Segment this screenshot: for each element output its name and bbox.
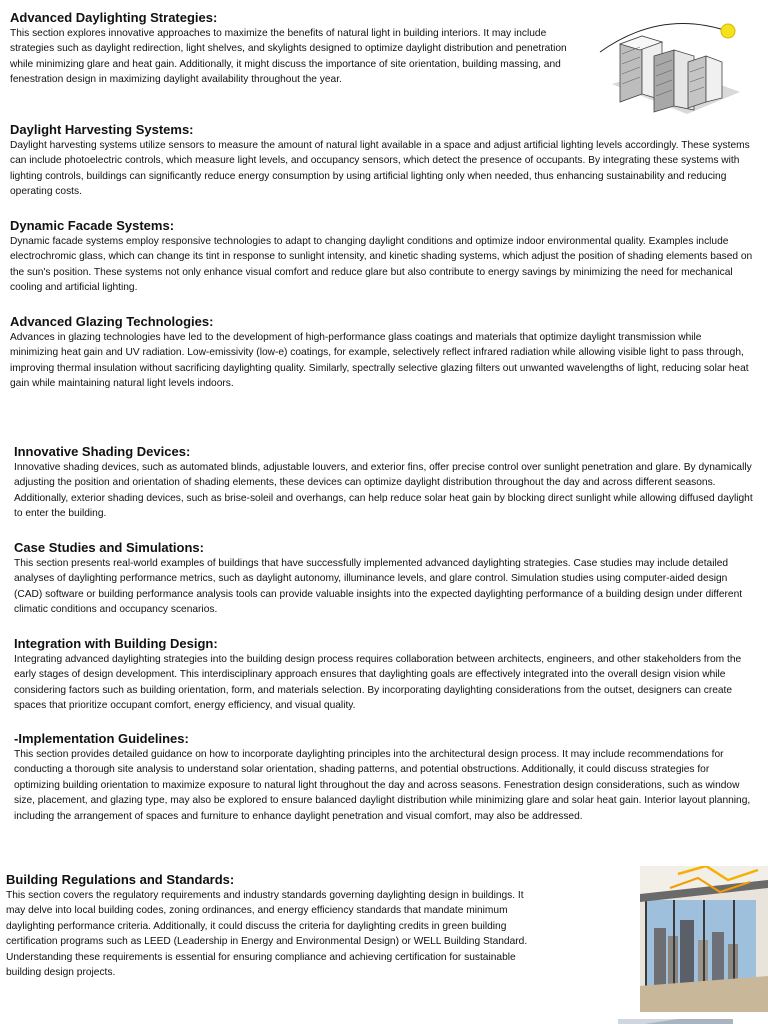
section-heading: Advanced Glazing Technologies: — [10, 314, 214, 329]
section-body: This section presents real-world examples of buildings that have successfully implemented advanced daylighting strategies. Case studies may include detailed analyses of daylighting performance metrics, such as daylight autonomy, illuminance levels, and glare control. Simulation studies using computer-aided design (CAD) software or building performance analysis tools can provide valuable insights into the expected daylighting performance of a building design under different climatic conditions and occupancy scenarios. — [14, 558, 743, 616]
section-body: Integrating advanced daylighting strategies into the building design process requires collaboration between architects, engineers, and other stakeholders from the early stages of design development. This interdisciplinary approach ensures that daylighting goals are effectively integrated into the overall design vision while considering factors such as building orientation, form, and materials selection. By incorporating daylighting considerations from the outset, designers can create spaces that prioritize occupant comfort, energy efficiency, and visual quality. — [14, 654, 742, 712]
section-heading: Case Studies and Simulations: — [14, 540, 204, 555]
section-implementation-guidelines — [14, 730, 754, 824]
section-heading: Innovative Shading Devices: — [14, 444, 191, 459]
section-body: Advances in glazing technologies have led to the development of high-performance glass coatings and materials that optimize daylight transmission while minimizing heat gain and UV radiation. Low-emissivity (low-e) coatings, for example, selectively reflect infrared radiation while allowing visible light to pass through, improving thermal insulation without sacrificing daylighting quality. Similarly, spectrally selective glazing filters out unwanted wavelengths of light, reducing solar heat gain while maintaining natural light levels indoors. — [10, 332, 749, 390]
section-heading: Dynamic Facade Systems: — [10, 218, 175, 233]
section-heading: Building Regulations and Standards: — [6, 872, 235, 887]
section-heading: Integration with Building Design: — [14, 636, 218, 651]
section-daylight-harvesting-systems — [10, 121, 760, 200]
light-shelf-interior-illustration — [640, 866, 768, 1012]
section-body: This section explores innovative approaches to maximize the benefits of natural light in building interiors. It may include strategies such as daylight redirection, light shelves, and skylights designed to optimize daylight distribution and penetration while minimizing glare and heat gain. Additionally, it might discuss the importance of site orientation, building massing, and fenestration design in maximizing daylight availability throughout the year. — [10, 28, 567, 86]
section-integration-building-design — [14, 635, 749, 714]
buildings-sun-illustration — [592, 14, 742, 122]
section-body: Daylight harvesting systems utilize sensors to measure the amount of natural light available in a space and adjust artificial lighting levels accordingly. These systems can include photoelectric controls, which measure light levels, and occupancy sensors, which detect the presence of occupants. By integrating these systems with lighting controls, buildings can significantly reduce energy consumption by using artificial lighting only when needed, thus enhancing sustainability and reducing operating costs. — [10, 140, 750, 198]
section-advanced-glazing-technologies — [10, 313, 750, 392]
section-heading: -Implementation Guidelines: — [14, 731, 189, 746]
section-heading: Daylight Harvesting Systems: — [10, 122, 194, 137]
section-innovative-shading-devices — [14, 443, 754, 522]
section-body: This section provides detailed guidance on how to incorporate daylighting principles into the architectural design process. It may include recommendations for conducting a thorough site analysis to understand solar orientation, shading patterns, and potential obstructions. Additionally, it could discuss strategies for optimizing building orientation to maximize exposure to natural light throughout the day and across seasons. Fenestration design considerations, such as window size, placement, and glazing type, may also be explored to ensure balanced daylight distribution while minimizing glare and solar heat gain. Interior layout planning, including the arrangement of spaces and furniture to enhance daylight penetration and visual comfort, may also be addressed. — [14, 749, 751, 822]
section-body: Innovative shading devices, such as automated blinds, adjustable louvers, and exterior fins, offer precise control over sunlight penetration and glare. By dynamically adjusting the position and orientation of shading elements, these devices can optimize daylight distribution throughout the day and across different seasons. Additionally, exterior shading devices, such as brise-soleil and overhangs, can help reduce solar heat gain by blocking direct sunlight while allowing diffused daylight to enter the building. — [14, 462, 753, 520]
section-dynamic-facade-systems — [10, 217, 760, 296]
section-advanced-daylighting-strategies — [10, 9, 590, 88]
section-body: This section covers the regulatory requirements and industry standards governing daylighting design in buildings. It may delve into local building codes, zoning ordinances, and energy efficiency standards that mandate minimum daylighting performance criteria. Additionally, it could discuss the criteria for daylighting credits in green building certification programs such as LEED (Leadership in Energy and Environmental Design) or WELL Building Standard. Understanding these requirements is essential for ensuring compliance and achieving certification for sustainable building design projects. — [6, 890, 528, 979]
section-case-studies-simulations — [14, 539, 749, 618]
partial-bottom-illustration — [618, 1015, 733, 1024]
section-building-regulations-standards — [6, 871, 531, 980]
section-body: Dynamic facade systems employ responsive technologies to adapt to changing daylight conditions and optimize indoor environmental quality. Examples include electrochromic glass, which can change its tint in response to sunlight intensity, and kinetic shading systems, which adjust the position of shading elements based on the sun's position. These systems not only enhance visual comfort and reduce glare but also contribute to energy savings by minimizing the need for mechanical cooling and artificial lighting. — [10, 236, 753, 294]
section-heading: Advanced Daylighting Strategies: — [10, 10, 218, 25]
